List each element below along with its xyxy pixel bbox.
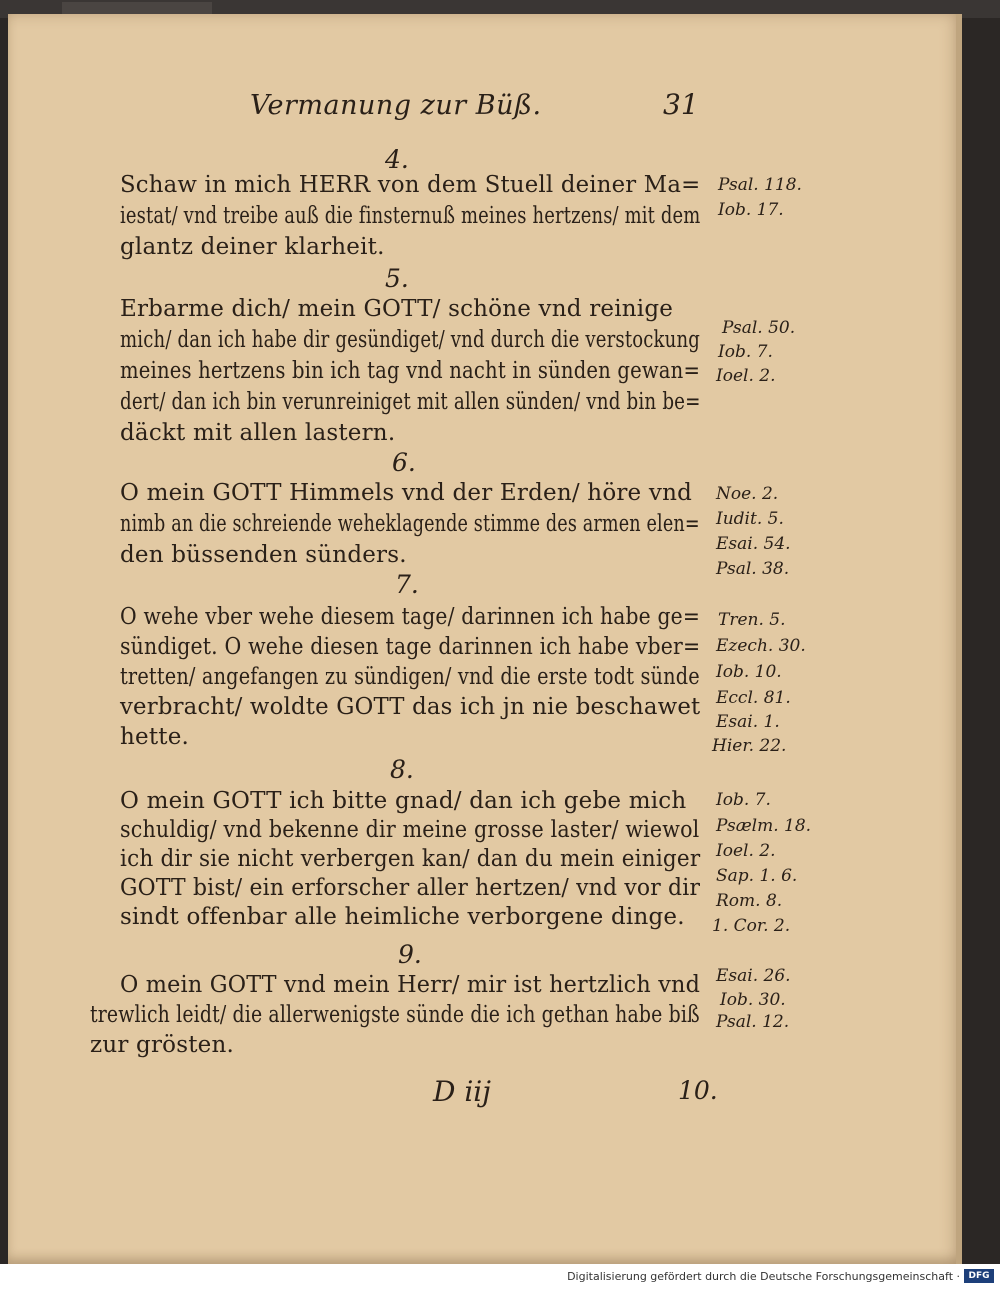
text-line: sündiget. O wehe diesen tage darinnen ich habe vber= <box>120 634 701 660</box>
margin-reference: Eccl. 81. <box>716 688 791 708</box>
text-line: ich dir sie nicht verbergen kan/ dan du mein einiger <box>120 846 701 872</box>
margin-reference: Ioel. 2. <box>716 366 776 386</box>
folio-number: 31 <box>663 88 699 121</box>
margin-reference: Tren. 5. <box>718 610 786 630</box>
margin-reference: Psælm. 18. <box>716 816 812 836</box>
text-line: zur grösten. <box>90 1032 234 1058</box>
running-head: Vermanung zur Büß. <box>250 90 542 121</box>
section-number: 8. <box>390 755 414 784</box>
margin-reference: Iob. 7. <box>716 790 771 810</box>
text-line: Schaw in mich HERR von dem Stuell deiner Ma= <box>120 172 701 198</box>
footer-bar <box>0 1264 1000 1291</box>
text-line: GOTT bist/ ein erforscher aller hertzen/ vnd vor dir <box>120 875 701 901</box>
text-line: mich/ dan ich habe dir gesündiget/ vnd durch die verstockung <box>120 327 701 353</box>
margin-reference: Psal. 118. <box>718 175 802 195</box>
margin-reference: Noe. 2. <box>716 484 779 504</box>
margin-reference: Ioel. 2. <box>716 841 776 861</box>
catchword: 10. <box>678 1076 718 1105</box>
text-line: O mein GOTT vnd mein Herr/ mir ist hertzlich vnd <box>120 972 701 998</box>
margin-reference: Sap. 1. 6. <box>716 866 798 886</box>
text-line: O wehe vber wehe diesem tage/ darinnen ich habe ge= <box>120 604 701 630</box>
margin-reference: 1. Cor. 2. <box>712 916 791 936</box>
text-line: däckt mit allen lastern. <box>120 420 396 446</box>
section-number: 7. <box>395 570 419 599</box>
margin-reference: Psal. 12. <box>716 1012 790 1032</box>
margin-reference: Iob. 10. <box>716 662 782 682</box>
section-number: 6. <box>392 448 416 477</box>
margin-reference: Psal. 38. <box>716 559 790 579</box>
text-line: sindt offenbar alle heimliche verborgene dinge. <box>120 904 685 930</box>
margin-reference: Rom. 8. <box>716 891 783 911</box>
text-line: hette. <box>120 724 190 750</box>
margin-reference: Iob. 17. <box>718 200 784 220</box>
text-line: meines hertzens bin ich tag vnd nacht in sünden gewan= <box>120 358 701 384</box>
page-edge <box>956 14 962 1264</box>
text-line: den büssenden sünders. <box>120 542 407 568</box>
text-line: trewlich leidt/ die allerwenigste sünde die ich gethan habe biß <box>90 1002 700 1028</box>
text-line: tretten/ angefangen zu sündigen/ vnd die erste todt sünde <box>120 664 700 690</box>
margin-reference: Iudit. 5. <box>716 509 784 529</box>
margin-reference: Iob. 30. <box>720 990 786 1010</box>
text-line: iestat/ vnd treibe auß die finsternuß meines hertzens/ mit dem <box>120 203 701 229</box>
text-line: verbracht/ woldte GOTT das ich jn nie beschawet <box>120 694 701 720</box>
section-number: 9. <box>398 940 422 969</box>
funding-notice: Digitalisierung gefördert durch die Deutsche Forschungsgemeinschaft · <box>567 1270 960 1283</box>
text-line: O mein GOTT Himmels vnd der Erden/ höre vnd <box>120 480 693 506</box>
text-line: nimb an die schreiende weheklagende stimme des armen elen= <box>120 511 700 537</box>
margin-reference: Psal. 50. <box>722 318 796 338</box>
text-line: dert/ dan ich bin verunreiniget mit allen sünden/ vnd bin be= <box>120 389 701 415</box>
margin-reference: Esai. 26. <box>716 966 791 986</box>
dfg-logo-icon: DFG <box>964 1269 994 1283</box>
text-line: Erbarme dich/ mein GOTT/ schöne vnd reinige <box>120 296 674 322</box>
margin-reference: Esai. 1. <box>716 712 780 732</box>
margin-reference: Hier. 22. <box>712 736 787 756</box>
margin-reference: Iob. 7. <box>718 342 773 362</box>
text-line: glantz deiner klarheit. <box>120 234 385 260</box>
section-number: 4. <box>385 145 409 174</box>
text-line: O mein GOTT ich bitte gnad/ dan ich gebe mich <box>120 788 687 814</box>
margin-reference: Ezech. 30. <box>716 636 806 656</box>
margin-reference: Esai. 54. <box>716 534 791 554</box>
signature-mark: D iij <box>433 1075 491 1108</box>
text-line: schuldig/ vnd bekenne dir meine grosse laster/ wiewol <box>120 817 700 843</box>
section-number: 5. <box>385 264 409 293</box>
